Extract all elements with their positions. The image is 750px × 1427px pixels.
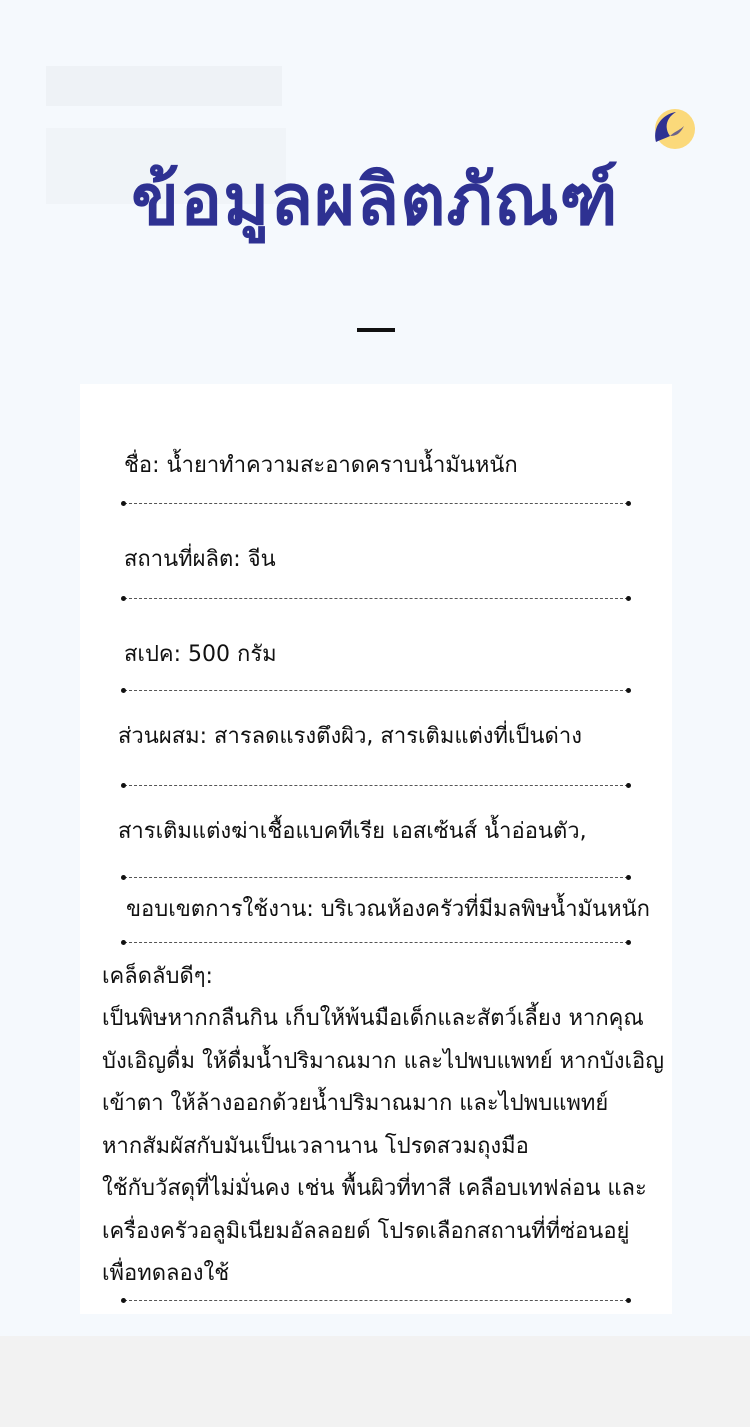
title-divider bbox=[357, 328, 395, 332]
page-title: ข้อมูลผลิตภัณฑ์ bbox=[131, 159, 619, 241]
tips-list bbox=[102, 998, 692, 1296]
tips-line: เพื่อทดลองใช้ bbox=[102, 1261, 230, 1286]
faded-background-block bbox=[46, 66, 282, 106]
field-spec: สเปค: 500 กรัม bbox=[124, 642, 277, 667]
dotted-separator bbox=[124, 877, 628, 878]
dotted-separator bbox=[124, 785, 628, 786]
tips-heading: เคล็ดลับดีๆ: bbox=[102, 964, 213, 989]
dotted-separator bbox=[124, 1300, 628, 1301]
tips-line: หากสัมผัสกับมันเป็นเวลานาน โปรดสวมถุงมือ bbox=[102, 1133, 529, 1159]
dotted-separator bbox=[124, 690, 628, 691]
tips-line: เข้าตา ให้ล้างออกด้วยน้ำปริมาณมาก และไปพบแพทย์ bbox=[102, 1091, 609, 1116]
tips-line: เครื่องครัวอลูมิเนียมอัลลอยด์ โปรดเลือกสถานที่ที่ซ่อนอยู่ bbox=[102, 1218, 630, 1244]
dotted-separator bbox=[124, 503, 628, 504]
field-ingredients-cont: สารเติมแต่งฆ่าเชื้อแบคทีเรีย เอสเซ้นส์ น้ำอ่อนตัว, bbox=[118, 819, 587, 844]
field-ingredients: ส่วนผสม: สารลดแรงตึงผิว, สารเติมแต่งที่เป็นด่าง bbox=[118, 724, 582, 749]
tips-line: ใช้กับวัสดุที่ไม่มั่นคง เช่น พื้นผิวที่ทาสี เคลือบเทฟล่อน และ bbox=[102, 1176, 647, 1201]
field-origin: สถานที่ผลิต: จีน bbox=[124, 547, 276, 572]
field-usage-scope: ขอบเขตการใช้งาน: บริเวณห้องครัวที่มีมลพิษน้ำมันหนัก bbox=[126, 897, 650, 922]
dotted-separator bbox=[124, 598, 628, 599]
product-info-card bbox=[80, 384, 672, 1314]
tips-line: เป็นพิษหากกลืนกิน เก็บให้พ้นมือเด็กและสัตว์เลี้ยง หากคุณ bbox=[102, 1006, 644, 1031]
moon-logo-icon bbox=[650, 106, 696, 152]
tips-line: บังเอิญดื่ม ให้ดื่มน้ำปริมาณมาก และไปพบแพทย์ หากบังเอิญ bbox=[102, 1048, 665, 1074]
dotted-separator bbox=[124, 942, 628, 943]
field-name: ชื่อ: น้ำยาทำความสะอาดคราบน้ำมันหนัก bbox=[124, 453, 518, 478]
